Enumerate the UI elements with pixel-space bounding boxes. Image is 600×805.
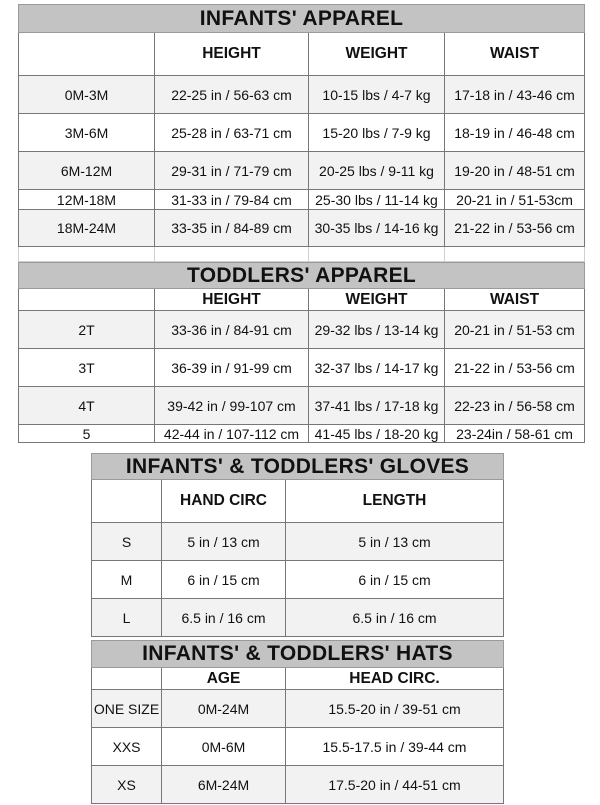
toddlers-weight-header: WEIGHT bbox=[309, 289, 445, 311]
waist-cell: 22-23 in / 56-58 cm bbox=[445, 387, 585, 425]
waist-cell: 23-24in / 58-61 cm bbox=[445, 425, 585, 443]
hand-circ-cell: 6.5 in / 16 cm bbox=[162, 599, 286, 637]
gloves-table bbox=[91, 453, 504, 637]
height-cell: 36-39 in / 91-99 cm bbox=[155, 349, 309, 387]
size-cell: 0M-3M bbox=[19, 76, 155, 114]
infants-apparel-table bbox=[18, 4, 585, 262]
weight-cell: 15-20 lbs / 7-9 kg bbox=[309, 114, 445, 152]
height-cell: 31-33 in / 79-84 cm bbox=[155, 190, 309, 210]
toddlers-apparel-table bbox=[18, 262, 585, 443]
size-cell: 6M-12M bbox=[19, 152, 155, 190]
size-cell: L bbox=[92, 599, 162, 637]
toddlers-size-header bbox=[19, 289, 155, 311]
waist-cell: 21-22 in / 53-56 cm bbox=[445, 349, 585, 387]
size-cell: XXS bbox=[92, 728, 162, 766]
table-row bbox=[19, 311, 585, 349]
age-header: AGE bbox=[162, 668, 286, 690]
age-cell: 0M-24M bbox=[162, 690, 286, 728]
waist-cell: 21-22 in / 53-56 cm bbox=[445, 210, 585, 247]
table-row bbox=[19, 76, 585, 114]
length-header: LENGTH bbox=[286, 480, 504, 523]
waist-cell: 18-19 in / 46-48 cm bbox=[445, 114, 585, 152]
size-cell: 18M-24M bbox=[19, 210, 155, 247]
size-cell: 4T bbox=[19, 387, 155, 425]
infants-title: INFANTS' APPAREL bbox=[19, 5, 585, 33]
size-cell: ONE SIZE bbox=[92, 690, 162, 728]
head-circ-cell: 15.5-20 in / 39-51 cm bbox=[286, 690, 504, 728]
hats-size-header bbox=[92, 668, 162, 690]
size-cell: M bbox=[92, 561, 162, 599]
table-row bbox=[19, 210, 585, 247]
toddlers-waist-header: WAIST bbox=[445, 289, 585, 311]
height-cell: 29-31 in / 71-79 cm bbox=[155, 152, 309, 190]
table-row bbox=[19, 425, 585, 443]
hats-table bbox=[91, 640, 504, 804]
age-cell: 6M-24M bbox=[162, 766, 286, 804]
height-cell: 22-25 in / 56-63 cm bbox=[155, 76, 309, 114]
waist-cell: 19-20 in / 48-51 cm bbox=[445, 152, 585, 190]
height-cell: 39-42 in / 99-107 cm bbox=[155, 387, 309, 425]
size-cell: 12M-18M bbox=[19, 190, 155, 210]
size-cell: 3M-6M bbox=[19, 114, 155, 152]
age-cell: 0M-6M bbox=[162, 728, 286, 766]
table-row bbox=[19, 114, 585, 152]
height-cell: 42-44 in / 107-112 cm bbox=[155, 425, 309, 443]
size-cell: 2T bbox=[19, 311, 155, 349]
infants-weight-header: WEIGHT bbox=[309, 33, 445, 76]
waist-cell: 17-18 in / 43-46 cm bbox=[445, 76, 585, 114]
length-cell: 6.5 in / 16 cm bbox=[286, 599, 504, 637]
table-row bbox=[19, 387, 585, 425]
weight-cell: 37-41 lbs / 17-18 kg bbox=[309, 387, 445, 425]
head-circ-cell: 17.5-20 in / 44-51 cm bbox=[286, 766, 504, 804]
hand-circ-header: HAND CIRC bbox=[162, 480, 286, 523]
hand-circ-cell: 5 in / 13 cm bbox=[162, 523, 286, 561]
size-cell: 5 bbox=[19, 425, 155, 443]
table-row bbox=[92, 523, 504, 561]
head-circ-header: HEAD CIRC. bbox=[286, 668, 504, 690]
gloves-title: INFANTS' & TODDLERS' GLOVES bbox=[92, 454, 504, 480]
table-row bbox=[92, 690, 504, 728]
table-row bbox=[19, 152, 585, 190]
infants-size-header bbox=[19, 33, 155, 76]
infants-waist-header: WAIST bbox=[445, 33, 585, 76]
hand-circ-cell: 6 in / 15 cm bbox=[162, 561, 286, 599]
weight-cell: 10-15 lbs / 4-7 kg bbox=[309, 76, 445, 114]
size-cell: 3T bbox=[19, 349, 155, 387]
toddlers-height-header: HEIGHT bbox=[155, 289, 309, 311]
waist-cell: 20-21 in / 51-53 cm bbox=[445, 311, 585, 349]
table-row bbox=[92, 561, 504, 599]
weight-cell: 41-45 lbs / 18-20 kg bbox=[309, 425, 445, 443]
toddlers-title: TODDLERS' APPAREL bbox=[19, 263, 585, 289]
height-cell: 33-36 in / 84-91 cm bbox=[155, 311, 309, 349]
length-cell: 5 in / 13 cm bbox=[286, 523, 504, 561]
spacer-row bbox=[19, 247, 585, 262]
waist-cell: 20-21 in / 51-53cm bbox=[445, 190, 585, 210]
weight-cell: 25-30 lbs / 11-14 kg bbox=[309, 190, 445, 210]
size-cell: S bbox=[92, 523, 162, 561]
table-row bbox=[19, 349, 585, 387]
height-cell: 25-28 in / 63-71 cm bbox=[155, 114, 309, 152]
weight-cell: 29-32 lbs / 13-14 kg bbox=[309, 311, 445, 349]
head-circ-cell: 15.5-17.5 in / 39-44 cm bbox=[286, 728, 504, 766]
infants-height-header: HEIGHT bbox=[155, 33, 309, 76]
weight-cell: 32-37 lbs / 14-17 kg bbox=[309, 349, 445, 387]
gloves-size-header bbox=[92, 480, 162, 523]
height-cell: 33-35 in / 84-89 cm bbox=[155, 210, 309, 247]
table-row bbox=[92, 599, 504, 637]
table-row bbox=[19, 190, 585, 210]
table-row bbox=[92, 766, 504, 804]
table-row bbox=[92, 728, 504, 766]
weight-cell: 30-35 lbs / 14-16 kg bbox=[309, 210, 445, 247]
size-cell: XS bbox=[92, 766, 162, 804]
length-cell: 6 in / 15 cm bbox=[286, 561, 504, 599]
hats-title: INFANTS' & TODDLERS' HATS bbox=[92, 641, 504, 668]
weight-cell: 20-25 lbs / 9-11 kg bbox=[309, 152, 445, 190]
